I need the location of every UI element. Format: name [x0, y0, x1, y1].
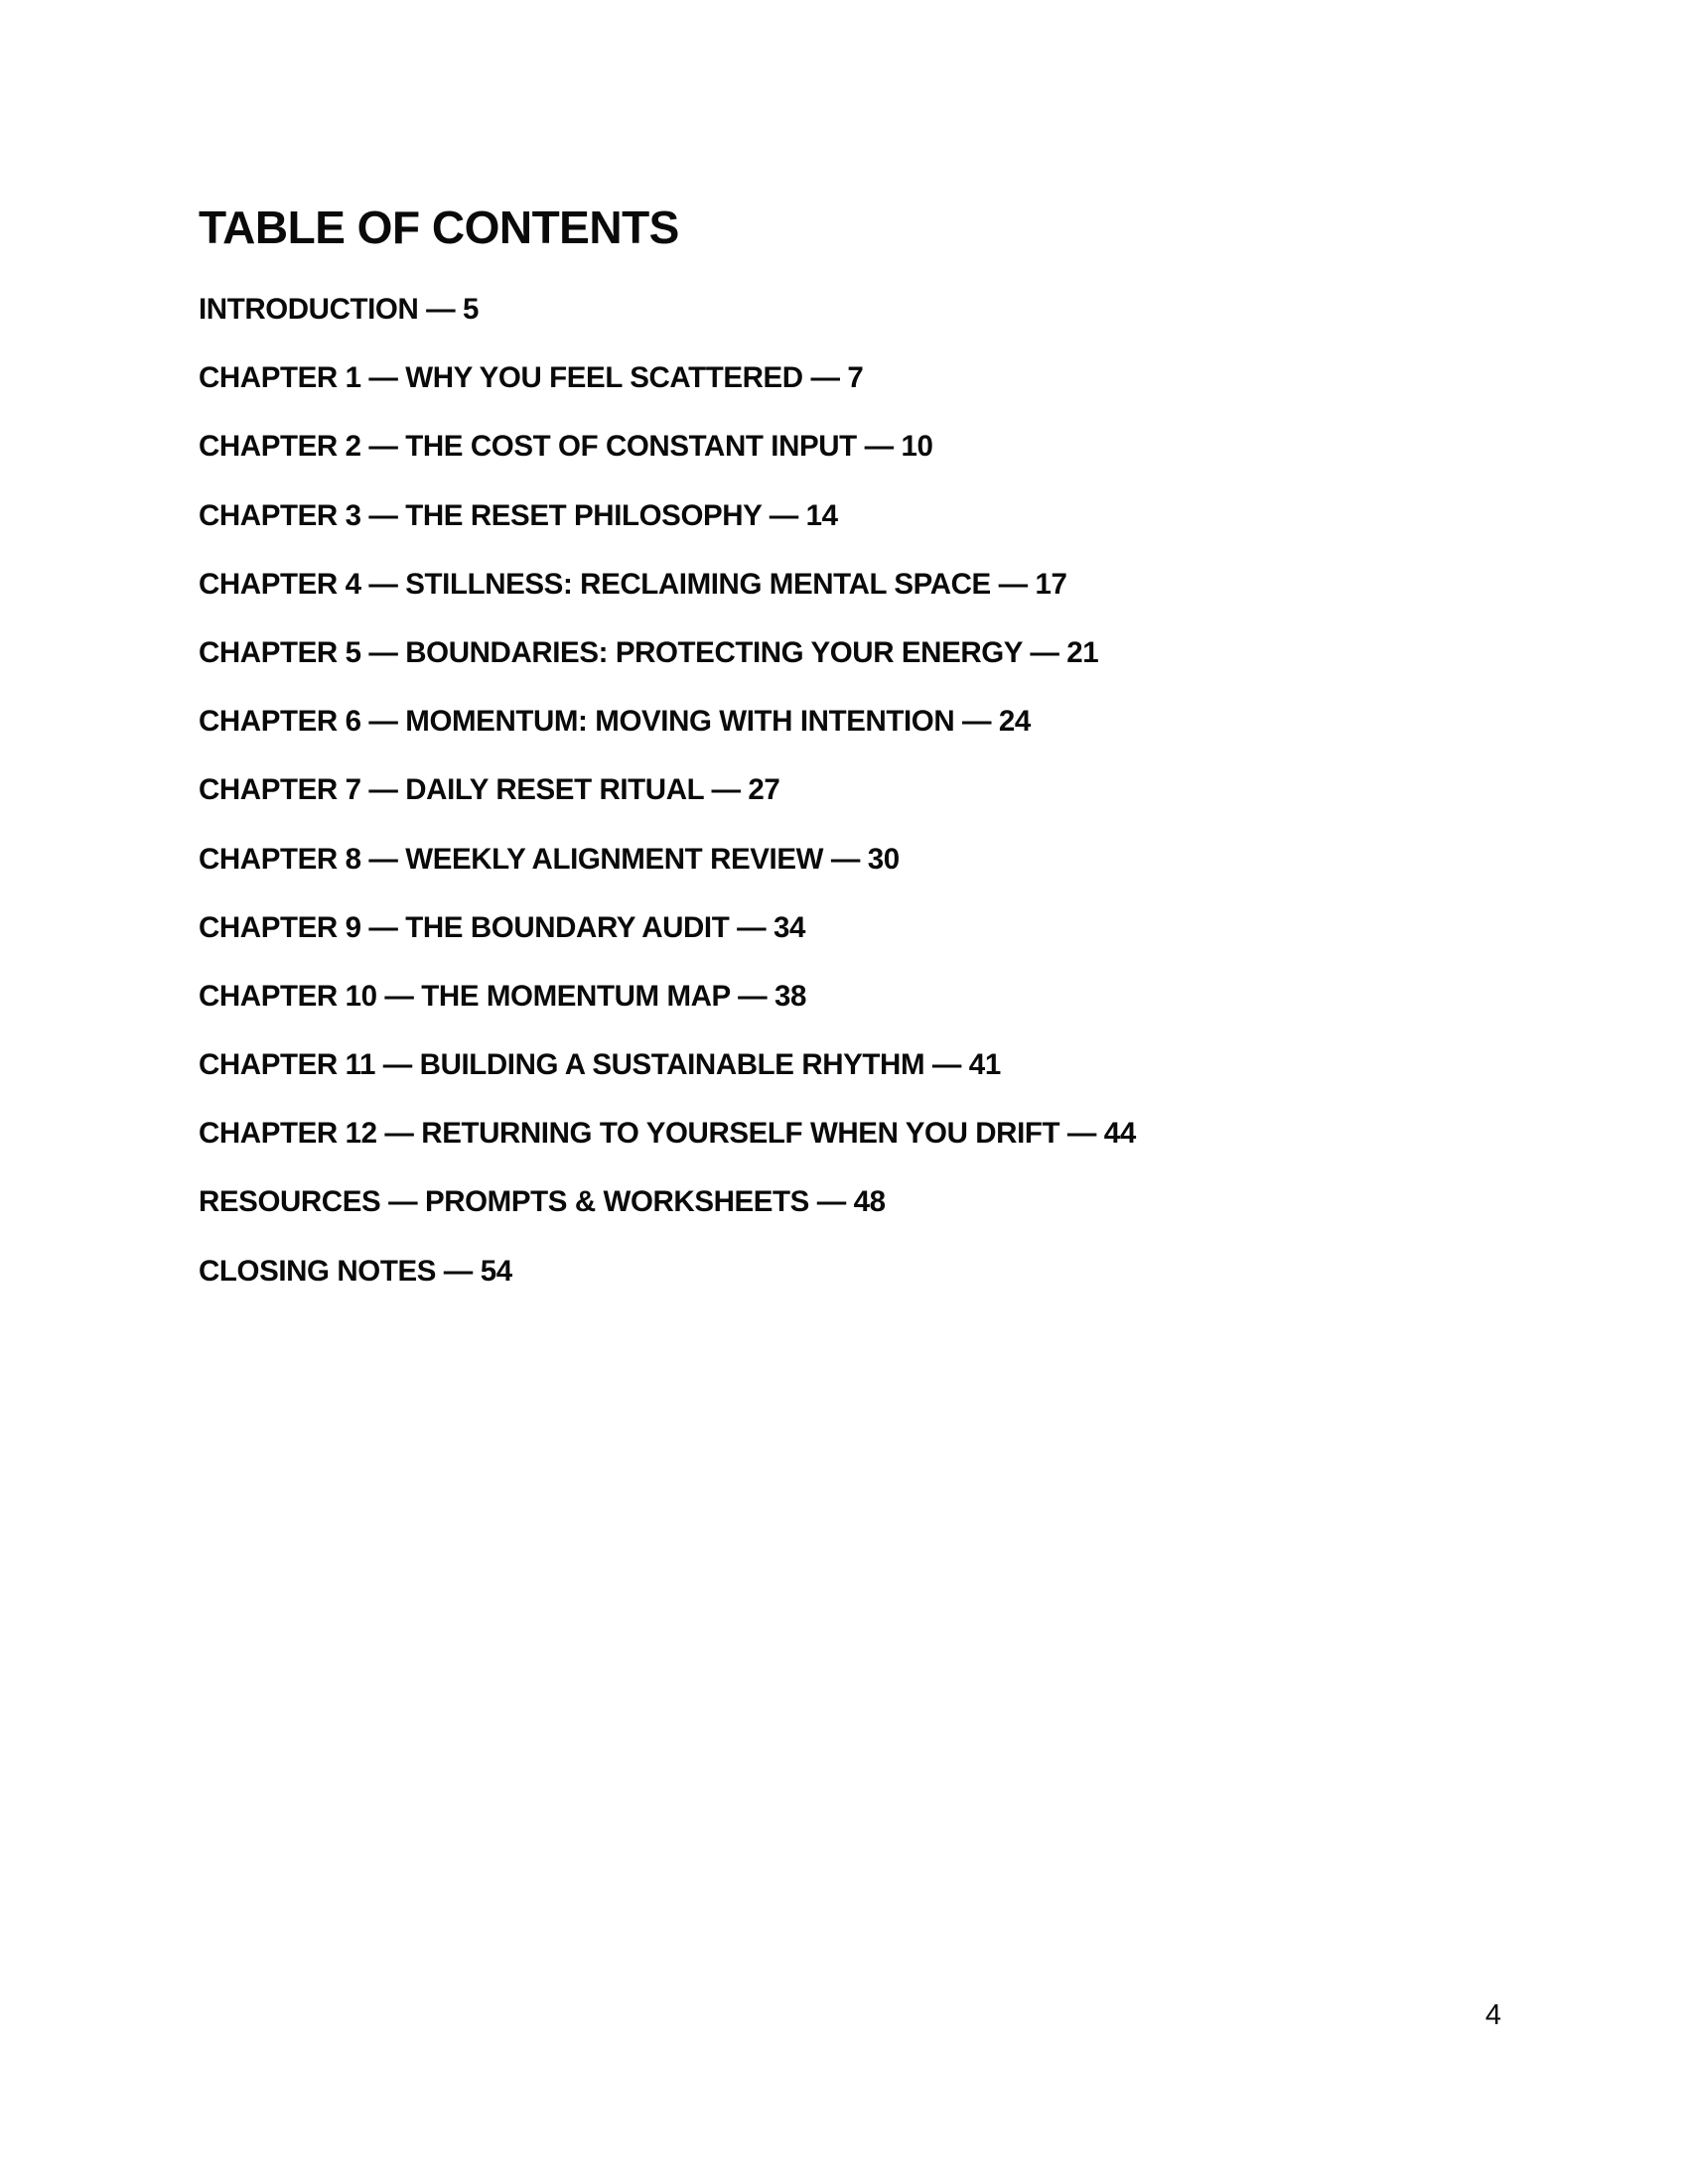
toc-entry-chapter-12: CHAPTER 12 — RETURNING TO YOURSELF WHEN YOU DRIFT — 44	[199, 1117, 1136, 1151]
toc-entry-resources: RESOURCES — PROMPTS & WORKSHEETS — 48	[199, 1185, 886, 1219]
toc-entry-closing-notes: CLOSING NOTES — 54	[199, 1254, 512, 1288]
toc-entry-chapter-7: CHAPTER 7 — DAILY RESET RITUAL — 27	[199, 773, 780, 807]
toc-entry-chapter-8: CHAPTER 8 — WEEKLY ALIGNMENT REVIEW — 30	[199, 842, 900, 876]
toc-entry-chapter-1: CHAPTER 1 — WHY YOU FEEL SCATTERED — 7	[199, 361, 864, 395]
page-number: 4	[1484, 1999, 1501, 2031]
toc-entry-chapter-6: CHAPTER 6 — MOMENTUM: MOVING WITH INTENTION — 24	[199, 705, 1031, 739]
toc-entry-chapter-5: CHAPTER 5 — BOUNDARIES: PROTECTING YOUR ENERGY — 21	[199, 635, 1099, 669]
toc-list	[199, 288, 1136, 1318]
toc-entry-chapter-3: CHAPTER 3 — THE RESET PHILOSOPHY — 14	[199, 498, 838, 532]
toc-entry-chapter-9: CHAPTER 9 — THE BOUNDARY AUDIT — 34	[199, 910, 806, 944]
toc-entry-chapter-2: CHAPTER 2 — THE COST OF CONSTANT INPUT — 10	[199, 430, 933, 464]
toc-entry-chapter-10: CHAPTER 10 — THE MOMENTUM MAP — 38	[199, 979, 806, 1013]
toc-title: TABLE OF CONTENTS	[199, 202, 679, 253]
toc-entry-chapter-4: CHAPTER 4 — STILLNESS: RECLAIMING MENTAL SPACE — 17	[199, 567, 1067, 601]
toc-entry-introduction: INTRODUCTION — 5	[199, 293, 480, 326]
toc-entry-chapter-11: CHAPTER 11 — BUILDING A SUSTAINABLE RHYTHM — 41	[199, 1048, 1001, 1082]
